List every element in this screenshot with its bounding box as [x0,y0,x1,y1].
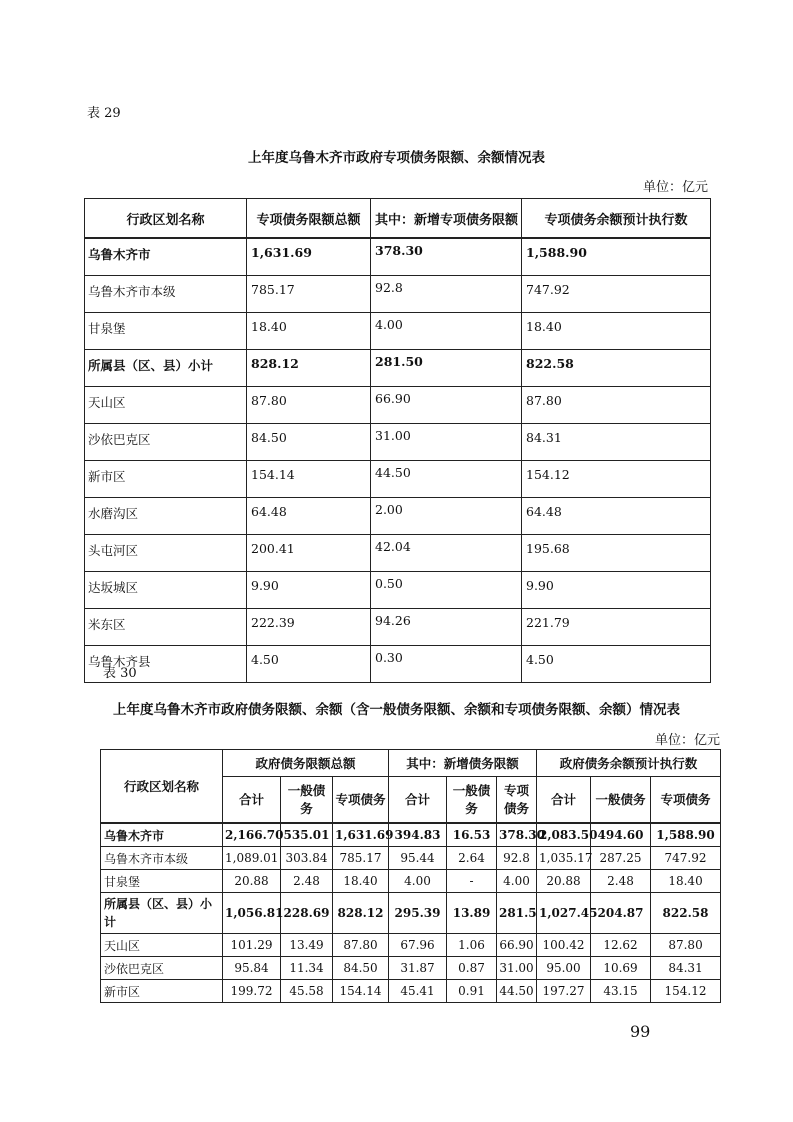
region-name-cell: 天山区 [85,387,247,424]
total-limit-cell: 101.29 [223,934,281,957]
special-balance-cell: 747.92 [651,847,721,870]
total-new-limit-cell: 45.41 [389,980,447,1003]
total-limit-cell: 2,166.70 [223,823,281,847]
header-group-total-limit: 政府债务限额总额 [223,750,389,777]
special-debt-balance-cell: 4.50 [522,646,711,683]
header-new-special-debt-limit: 其中：新增专项债务限额 [371,199,522,239]
general-limit-cell: 45.58 [281,980,333,1003]
region-name-cell: 新市区 [85,461,247,498]
special-limit-cell: 84.50 [333,957,389,980]
total-balance-cell: 95.00 [537,957,591,980]
general-limit-cell: 228.69 [281,893,333,934]
special-debt-limit-cell: 18.40 [247,313,371,350]
total-new-limit-cell: 95.44 [389,847,447,870]
page-number: 99 [630,1022,651,1041]
special-debt-limit-cell: 87.80 [247,387,371,424]
table-row [85,387,711,424]
total-new-limit-cell: 394.83 [389,823,447,847]
region-name-cell: 水磨沟区 [85,498,247,535]
table-row [101,957,721,980]
total-balance-cell: 2,083.50 [537,823,591,847]
new-special-debt-limit-cell: 0.30 [371,646,522,683]
new-special-debt-limit-cell: 92.8 [371,276,522,313]
table-row [85,313,711,350]
special-debt-balance-cell: 822.58 [522,350,711,387]
special-balance-cell: 18.40 [651,870,721,893]
special-new-limit-cell: 281.5 [497,893,537,934]
general-balance-cell: 2.48 [591,870,651,893]
special-limit-cell: 154.14 [333,980,389,1003]
region-name-cell: 所属县（区、县）小计 [85,350,247,387]
general-new-limit-cell: 13.89 [447,893,497,934]
table-row [85,350,711,387]
total-limit-cell: 95.84 [223,957,281,980]
region-name-cell: 沙依巴克区 [101,957,223,980]
total-balance-cell: 1,027.45 [537,893,591,934]
special-new-limit-cell: 92.8 [497,847,537,870]
special-limit-cell: 785.17 [333,847,389,870]
special-new-limit-cell: 44.50 [497,980,537,1003]
table-row [85,572,711,609]
special-debt-balance-cell: 195.68 [522,535,711,572]
total-balance-cell: 20.88 [537,870,591,893]
special-debt-limit-cell: 4.50 [247,646,371,683]
new-special-debt-limit-cell: 2.00 [371,498,522,535]
special-debt-balance-cell: 84.31 [522,424,711,461]
table-row [85,609,711,646]
header-group-balance: 政府债务余额预计执行数 [537,750,721,777]
general-balance-cell: 494.60 [591,823,651,847]
subheader-general-debt: 一般债务 [281,777,333,823]
region-name-cell: 头屯河区 [85,535,247,572]
total-limit-cell: 1,089.01 [223,847,281,870]
subheader-general-debt: 一般债务 [447,777,497,823]
special-debt-limit-cell: 1,631.69 [247,238,371,276]
general-balance-cell: 204.87 [591,893,651,934]
special-debt-balance-cell: 747.92 [522,276,711,313]
total-new-limit-cell: 67.96 [389,934,447,957]
table-row [101,870,721,893]
special-new-limit-cell: 31.00 [497,957,537,980]
table-30-unit: 单位：亿元 [654,733,720,748]
header-group-new-limit: 其中：新增债务限额 [389,750,537,777]
total-new-limit-cell: 4.00 [389,870,447,893]
new-special-debt-limit-cell: 66.90 [371,387,522,424]
table-30-label: 表 30 [103,666,137,681]
general-new-limit-cell: 1.06 [447,934,497,957]
subheader-special-debt: 专项债务 [333,777,389,823]
special-limit-cell: 18.40 [333,870,389,893]
total-new-limit-cell: 31.87 [389,957,447,980]
special-debt-balance-cell: 1,588.90 [522,238,711,276]
subheader-special-debt: 专项债务 [497,777,537,823]
total-balance-cell: 100.42 [537,934,591,957]
table-row [101,893,721,934]
table-29-body [85,238,711,683]
general-new-limit-cell: - [447,870,497,893]
total-limit-cell: 20.88 [223,870,281,893]
special-balance-cell: 84.31 [651,957,721,980]
special-debt-balance-cell: 221.79 [522,609,711,646]
table-29 [84,198,711,683]
special-balance-cell: 822.58 [651,893,721,934]
subheader-general-debt: 一般债务 [591,777,651,823]
new-special-debt-limit-cell: 94.26 [371,609,522,646]
region-name-cell: 所属县（区、县）小计 [101,893,223,934]
general-balance-cell: 287.25 [591,847,651,870]
subheader-special-debt: 专项债务 [651,777,721,823]
special-debt-limit-cell: 785.17 [247,276,371,313]
region-name-cell: 乌鲁木齐县 [85,646,247,683]
new-special-debt-limit-cell: 44.50 [371,461,522,498]
region-name-cell: 乌鲁木齐市本级 [101,847,223,870]
special-debt-balance-cell: 64.48 [522,498,711,535]
special-balance-cell: 154.12 [651,980,721,1003]
table-30-body [101,823,721,1003]
table-30-group-row [101,750,721,777]
total-new-limit-cell: 295.39 [389,893,447,934]
region-name-cell: 乌鲁木齐市 [85,238,247,276]
table-row [85,276,711,313]
general-balance-cell: 43.15 [591,980,651,1003]
table-29-label: 表 29 [87,106,121,121]
special-new-limit-cell: 66.90 [497,934,537,957]
special-new-limit-cell: 378.30 [497,823,537,847]
table-row [101,934,721,957]
region-name-cell: 天山区 [101,934,223,957]
general-limit-cell: 535.01 [281,823,333,847]
special-debt-balance-cell: 18.40 [522,313,711,350]
table-30-title: 上年度乌鲁木齐市政府债务限额、余额（含一般债务限额、余额和专项债务限额、余额）情况表 [113,702,680,718]
region-name-cell: 米东区 [85,609,247,646]
new-special-debt-limit-cell: 378.30 [371,238,522,276]
new-special-debt-limit-cell: 281.50 [371,350,522,387]
general-balance-cell: 12.62 [591,934,651,957]
table-row [85,424,711,461]
table-row [85,535,711,572]
special-debt-limit-cell: 200.41 [247,535,371,572]
general-balance-cell: 10.69 [591,957,651,980]
special-balance-cell: 87.80 [651,934,721,957]
special-debt-limit-cell: 64.48 [247,498,371,535]
special-limit-cell: 87.80 [333,934,389,957]
general-new-limit-cell: 16.53 [447,823,497,847]
special-limit-cell: 828.12 [333,893,389,934]
table-row [85,646,711,683]
region-name-cell: 乌鲁木齐市本级 [85,276,247,313]
table-row [101,823,721,847]
general-new-limit-cell: 2.64 [447,847,497,870]
table-row [85,461,711,498]
new-special-debt-limit-cell: 31.00 [371,424,522,461]
region-name-cell: 沙依巴克区 [85,424,247,461]
special-debt-balance-cell: 87.80 [522,387,711,424]
special-new-limit-cell: 4.00 [497,870,537,893]
subheader-total: 合计 [537,777,591,823]
new-special-debt-limit-cell: 4.00 [371,313,522,350]
total-limit-cell: 1,056.81 [223,893,281,934]
general-limit-cell: 11.34 [281,957,333,980]
special-limit-cell: 1,631.69 [333,823,389,847]
special-debt-balance-cell: 154.12 [522,461,711,498]
general-limit-cell: 2.48 [281,870,333,893]
special-debt-limit-cell: 9.90 [247,572,371,609]
table-row [101,980,721,1003]
total-limit-cell: 199.72 [223,980,281,1003]
special-balance-cell: 1,588.90 [651,823,721,847]
special-debt-balance-cell: 9.90 [522,572,711,609]
special-debt-limit-cell: 154.14 [247,461,371,498]
header-region-name: 行政区划名称 [85,199,247,239]
header-special-debt-balance: 专项债务余额预计执行数 [522,199,711,239]
table-row [85,238,711,276]
header-region-name: 行政区划名称 [101,750,223,824]
table-30 [100,749,721,1003]
new-special-debt-limit-cell: 42.04 [371,535,522,572]
total-balance-cell: 197.27 [537,980,591,1003]
special-debt-limit-cell: 222.39 [247,609,371,646]
general-limit-cell: 13.49 [281,934,333,957]
subheader-total: 合计 [389,777,447,823]
general-new-limit-cell: 0.91 [447,980,497,1003]
total-balance-cell: 1,035.17 [537,847,591,870]
subheader-total: 合计 [223,777,281,823]
general-new-limit-cell: 0.87 [447,957,497,980]
region-name-cell: 甘泉堡 [85,313,247,350]
new-special-debt-limit-cell: 0.50 [371,572,522,609]
region-name-cell: 达坂城区 [85,572,247,609]
header-special-debt-limit: 专项债务限额总额 [247,199,371,239]
region-name-cell: 甘泉堡 [101,870,223,893]
table-29-header-row [85,199,711,239]
table-29-unit: 单位：亿元 [642,180,708,195]
region-name-cell: 乌鲁木齐市 [101,823,223,847]
table-row [101,847,721,870]
table-row [85,498,711,535]
region-name-cell: 新市区 [101,980,223,1003]
table-29-title: 上年度乌鲁木齐市政府专项债务限额、余额情况表 [248,150,545,166]
special-debt-limit-cell: 84.50 [247,424,371,461]
special-debt-limit-cell: 828.12 [247,350,371,387]
general-limit-cell: 303.84 [281,847,333,870]
